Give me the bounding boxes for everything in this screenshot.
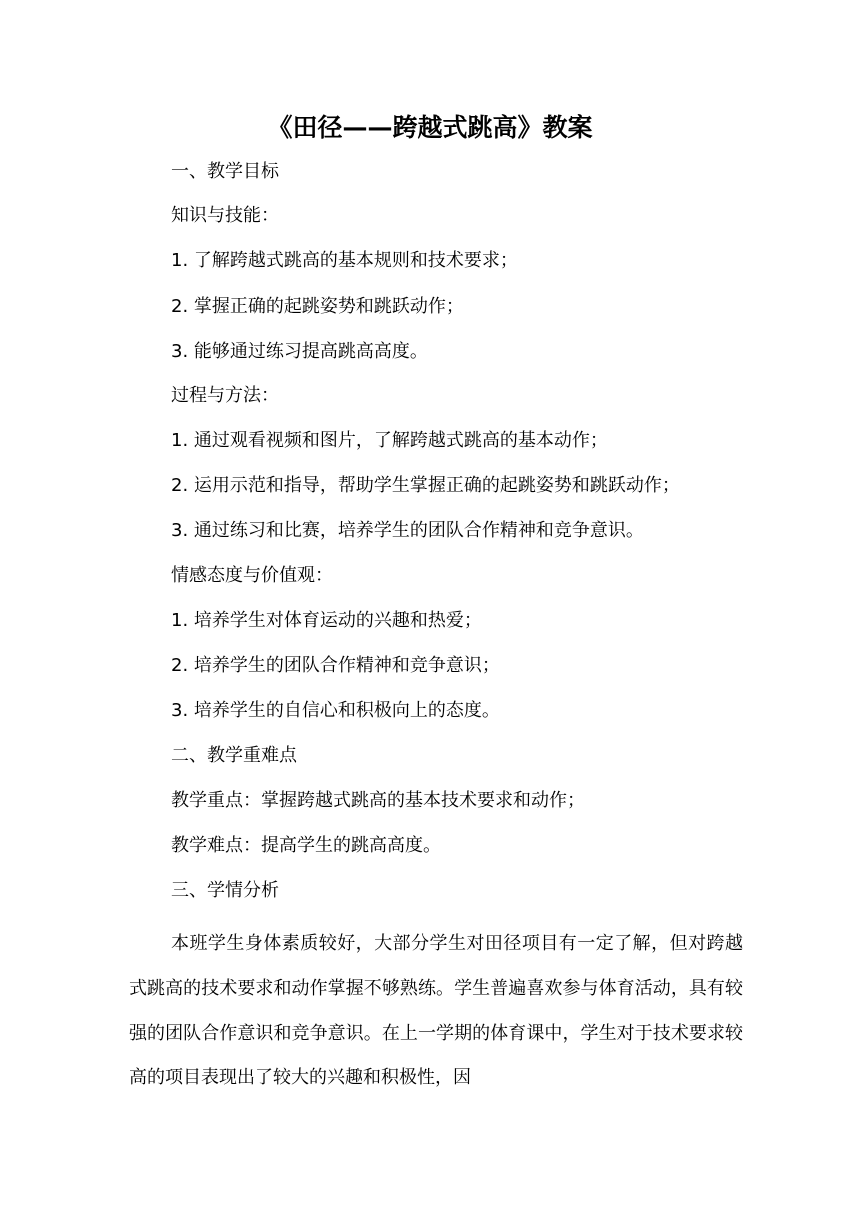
list-item: 1. 通过观看视频和图片，了解跨越式跳高的基本动作； bbox=[171, 430, 608, 451]
document-title: 《田径——跨越式跳高》教案 bbox=[267, 113, 593, 142]
subheading-process-method: 过程与方法： bbox=[171, 385, 279, 406]
list-item: 3. 培养学生的自信心和积极向上的态度。 bbox=[171, 700, 500, 721]
section-heading-student-analysis: 三、学情分析 bbox=[171, 880, 279, 901]
list-item: 1. 培养学生对体育运动的兴趣和热爱； bbox=[171, 610, 482, 631]
subheading-knowledge-skills: 知识与技能： bbox=[171, 205, 279, 226]
subheading-attitude-values: 情感态度与价值观： bbox=[171, 565, 333, 586]
key-point-line: 教学重点：掌握跨越式跳高的基本技术要求和动作； bbox=[171, 790, 585, 811]
difficult-point-line: 教学难点：提高学生的跳高高度。 bbox=[171, 835, 441, 856]
list-item: 1. 了解跨越式跳高的基本规则和技术要求； bbox=[171, 250, 518, 271]
list-item: 2. 培养学生的团队合作精神和竞争意识； bbox=[171, 655, 500, 676]
section-heading-key-points: 二、教学重难点 bbox=[171, 745, 297, 766]
list-item: 2. 运用示范和指导，帮助学生掌握正确的起跳姿势和跳跃动作； bbox=[171, 475, 680, 496]
list-item: 3. 能够通过练习提高跳高高度。 bbox=[171, 341, 428, 362]
student-analysis-paragraph: 本班学生身体素质较好，大部分学生对田径项目有一定了解，但对跨越式跳高的技术要求和动作掌握不够熟练。学生普遍喜欢参与体育活动，具有较强的团队合作意识和竞争意识。在上一学期的体育课中，学生对于技术要求较高的项目表现出了较大的兴趣和积极性，因 bbox=[129, 933, 743, 1089]
list-item: 2. 掌握正确的起跳姿势和跳跃动作； bbox=[171, 296, 464, 317]
list-item: 3. 通过练习和比赛，培养学生的团队合作精神和竞争意识。 bbox=[171, 520, 644, 541]
section-heading-objectives: 一、教学目标 bbox=[171, 161, 279, 182]
